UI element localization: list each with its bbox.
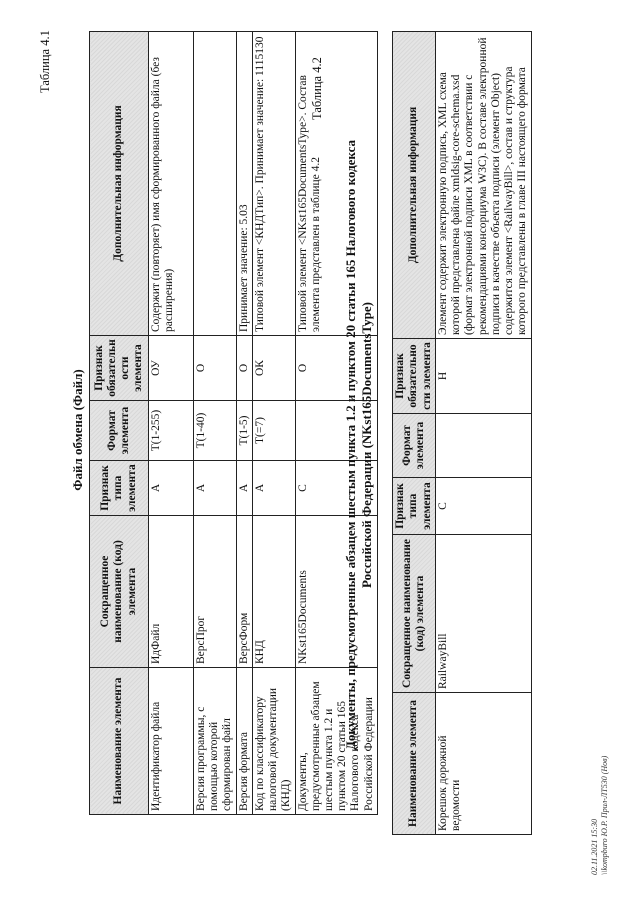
table2 (392, 31, 532, 835)
table-cell: КНД (252, 516, 295, 668)
table-cell: О (295, 336, 377, 401)
table-cell: Т(1-255) (149, 401, 194, 461)
table2-header-name: Наименование элемента (393, 693, 436, 835)
table-cell: Содержит (повторяет) имя сформированного файла (без расширения) (149, 32, 194, 336)
table-cell: Идентификатор файла (149, 668, 194, 815)
table-row (252, 32, 295, 815)
table-row (436, 32, 532, 835)
table-cell: О (194, 336, 237, 401)
table2-label: Таблица 4.2 (310, 57, 324, 120)
table1-header-required: Признак обязательности элемента (90, 336, 149, 401)
table-row (194, 32, 237, 815)
table-cell (436, 414, 532, 478)
table-cell: RailwayBill (436, 535, 532, 693)
table-row (149, 32, 194, 815)
print-path: \\kompburo Ю.Р. Прил-ЛТ530 (Нов) (599, 755, 609, 875)
table-cell: А (252, 461, 295, 516)
table-cell (194, 32, 237, 336)
table1-header-name: Наименование элемента (90, 668, 149, 815)
table-cell: Принимает значение: 5.03 (236, 32, 252, 336)
table1-header-format: Формат элемента (90, 401, 149, 461)
table-cell: Корешок дорожной ведомости (436, 693, 532, 835)
print-footer (590, 635, 609, 875)
table-cell: ВерсПрог (194, 516, 237, 668)
table-cell: Типовой элемент <NKst165DocumentsType>. Состав элемента представлен в таблице 4.2 (295, 32, 377, 336)
table2-title: Документы, предусмотренные абзацем шестым пункта 1.2 и пунктом 20 статьи 165 Налогового кодекса Российской Федерации (NKst165DocumentsType) (343, 139, 374, 751)
table-cell: Н (436, 339, 532, 414)
table2-header-code: Сокращенное наименование (код) элемента (393, 535, 436, 693)
table1-header-type: Признак типа элемента (90, 461, 149, 516)
table-cell: ОУ (149, 336, 194, 401)
table-cell: Версия формата (236, 668, 252, 815)
table2-header-row (393, 32, 436, 835)
table1-header-row (90, 32, 149, 815)
print-date: 02.11.2021 15:30 (590, 818, 599, 875)
table-cell: ОК (252, 336, 295, 401)
table1-title: Файл обмена (Файл) (70, 369, 85, 491)
table-cell: С (436, 478, 532, 535)
table-cell: О (236, 336, 252, 401)
table-cell: Т(1-40) (194, 401, 237, 461)
table-row (236, 32, 252, 815)
table-cell: А (149, 461, 194, 516)
table-cell: Код по классификатору налоговой документации (КНД) (252, 668, 295, 815)
table-cell: Типовой элемент <КНДТип>. Принимает значение: 1115130 (252, 32, 295, 336)
table2-header-format: Формат элемента (393, 414, 436, 478)
table-cell: А (236, 461, 252, 516)
table2-header-info: Дополнительная информация (393, 32, 436, 339)
table-cell: Т(1-5) (236, 401, 252, 461)
table2-header-required: Признак обязательности элемента (393, 339, 436, 414)
table-cell: Версия программы, с помощью которой сформирован файл (194, 668, 237, 815)
table1-label: Таблица 4.1 (38, 30, 52, 93)
table1-header-info: Дополнительная информация (90, 32, 149, 336)
table1 (89, 31, 378, 815)
table-cell: Т(=7) (252, 401, 295, 461)
table-cell: Документы, предусмотренные абзацем шестым пункта 1.2 и пунктом 20 статьи 165 Налогового кодекса Российской Федерации (295, 668, 377, 815)
table2-header-type: Признак типа элемента (393, 478, 436, 535)
table-cell: А (194, 461, 237, 516)
table-cell: Элемент содержит электронную подпись, XML схема которой представлена файле xmldsig-core-schema.xsd (формат электронной подписи XML в соответствии с рекомендациями консорциума W3C). В составе электронной подписи в качестве объекта подписи (элемент Object) содержится элемент <RailwayBill>, состав и структура которого представлены в главе III настоящего формата (436, 32, 532, 339)
table-cell: С (295, 461, 377, 516)
table-cell: ВерсФорм (236, 516, 252, 668)
table-cell: NKst165Documents (295, 516, 377, 668)
table1-header-code: Сокращенное наименование (код) элемента (90, 516, 149, 668)
table-cell: ИдФайл (149, 516, 194, 668)
